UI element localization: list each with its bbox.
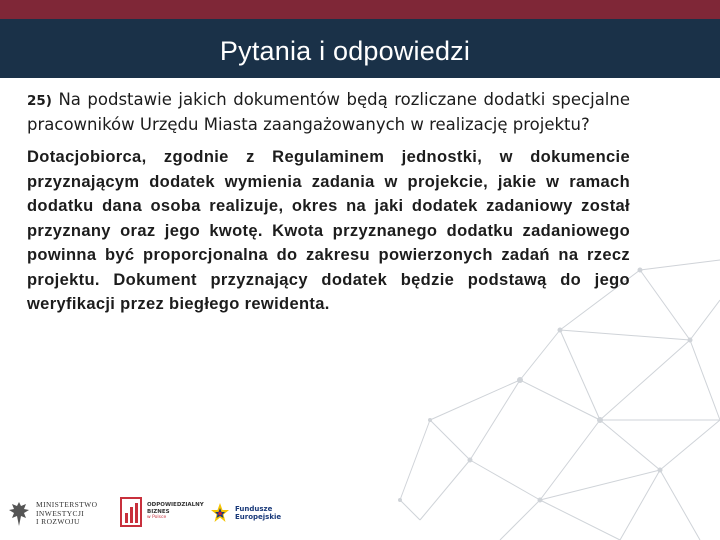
top-accent-stripe	[0, 0, 720, 19]
page-title: Pytania i odpowiedzi	[219, 36, 471, 66]
fundusze-logo-line: Europejskie	[235, 513, 282, 521]
odpowiedzialny-logo-line: BIZNES	[147, 508, 170, 515]
odpowiedzialny-logo-line: ODPOWIEDZIALNY	[147, 502, 204, 509]
fundusze-europejskie-logo	[210, 502, 281, 524]
fundusze-logo-line: Fundusze	[235, 505, 273, 513]
eu-funds-star-icon	[210, 502, 230, 524]
ministry-logo	[8, 500, 97, 528]
question-paragraph	[27, 88, 630, 137]
qa-content	[27, 88, 630, 317]
footer-logos	[0, 492, 720, 540]
odpowiedzialny-logo-subline: w Polsce	[147, 515, 167, 521]
question-text: Na podstawie jakich dokumentów będą rozliczane dodatki specjalne pracowników Urzędu Miasta zaangażowanych w realizację projektu?	[27, 90, 630, 134]
eagle-emblem-icon	[8, 500, 30, 528]
answer-paragraph: Dotacjobiorca, zgodnie z Regulaminem jednostki, w dokumencie przyznającym dodatek wymienia zadania w projekcie, jakie w ramach dodatku dana osoba realizuje, okres na jaki dodatek zadaniowy został przyznany oraz jego kwotę. Kwota przyznanego dodatku zadaniowego powinna być proporcjonalna do zakresu powierzonych zadań na rzecz projektu. Dokument przyznający dodatek będzie podstawą do jego weryfikacji przez biegłego rewidenta.	[27, 148, 630, 313]
title-bar	[0, 19, 720, 78]
question-number: 25)	[27, 93, 52, 109]
ministry-logo-line: I ROZWOJU	[36, 517, 80, 527]
odpowiedzialny-biznes-logo	[120, 497, 204, 527]
odpowiedzialny-bar-icon	[120, 497, 142, 527]
ministry-logo-line: INWESTYCJI	[36, 508, 85, 518]
ministry-logo-line: MINISTERSTWO	[36, 500, 98, 510]
